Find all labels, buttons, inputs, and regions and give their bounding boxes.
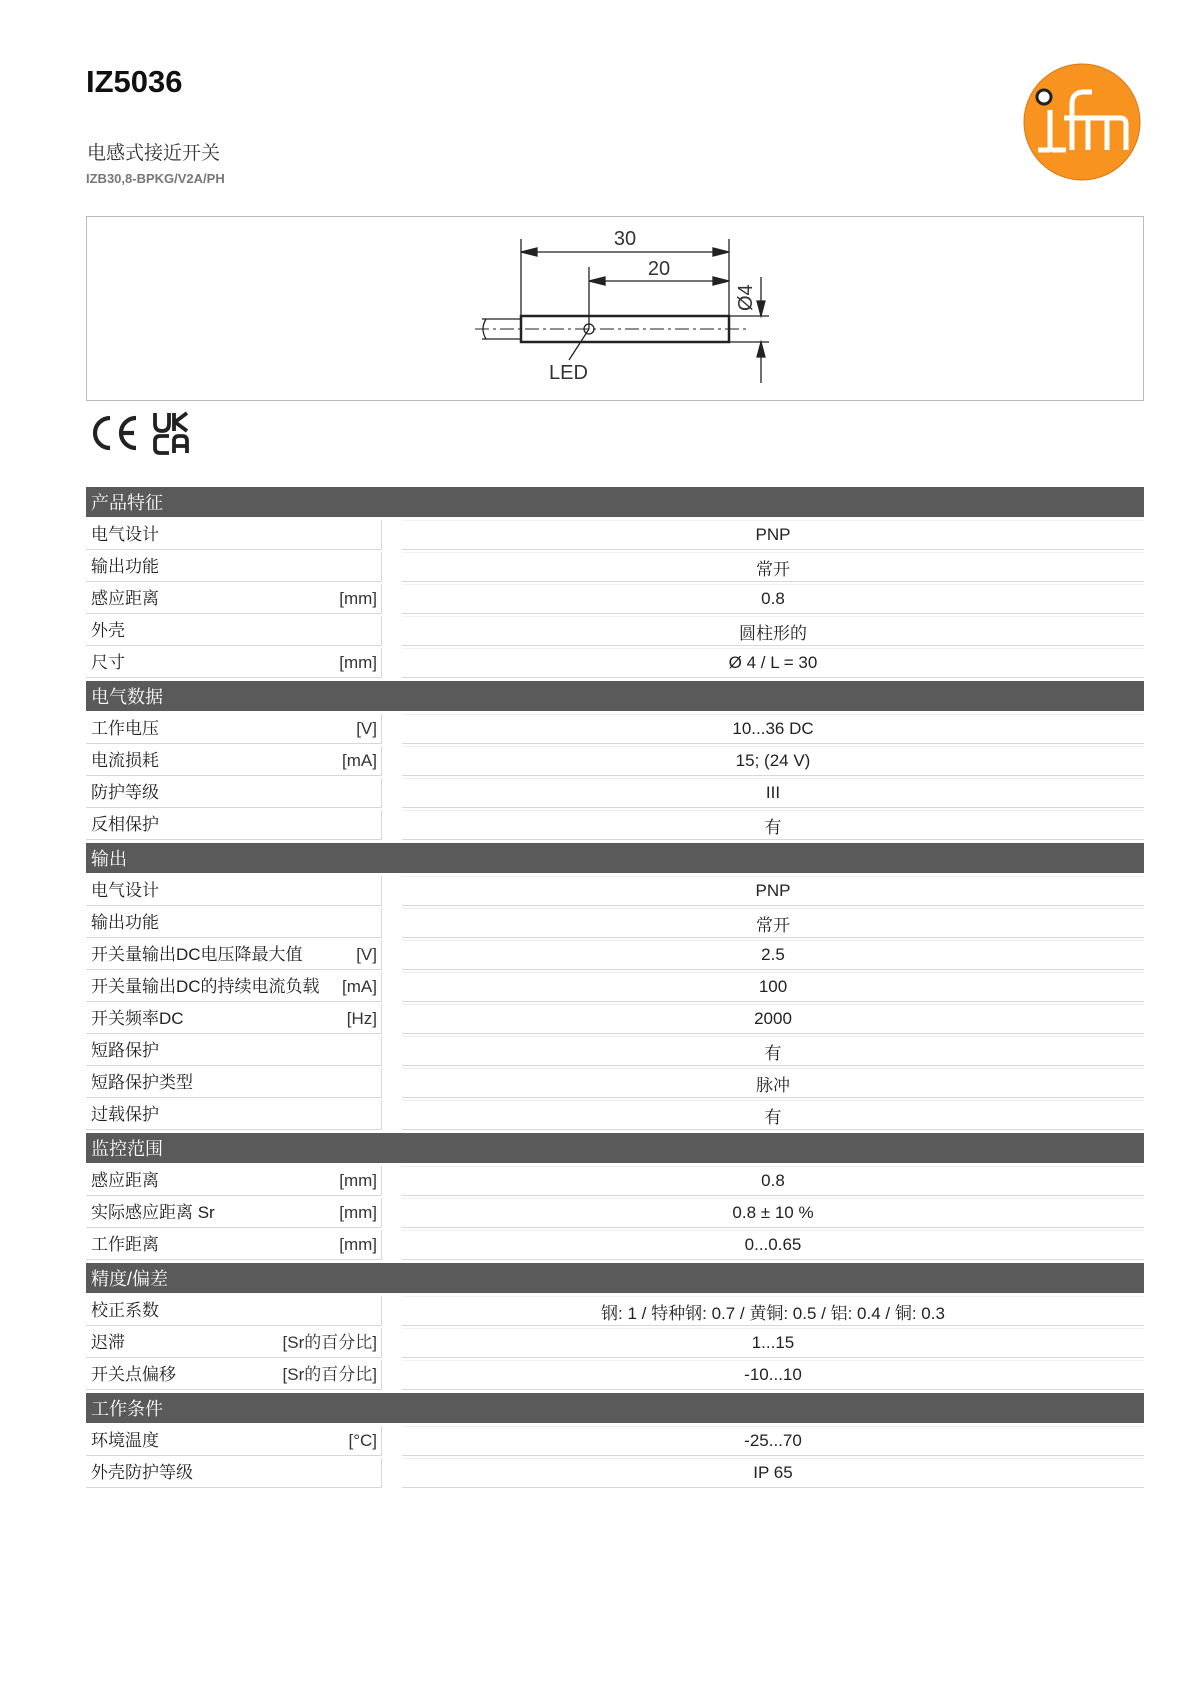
spec-label: 电流损耗 [91, 751, 159, 770]
spec-unit: [mm] [339, 589, 377, 608]
spec-unit: [V] [356, 945, 377, 964]
spec-value: -10...10 [402, 1360, 1144, 1390]
spec-value: 钢: 1 / 特种钢: 0.7 / 黄铜: 0.5 / 铝: 0.4 / 铜: 0.3 [402, 1296, 1144, 1326]
spec-value: 2.5 [402, 940, 1144, 970]
spec-value: 脉冲 [402, 1068, 1144, 1098]
spec-row [86, 616, 1144, 646]
dim-diameter-label: Ø4 [735, 284, 757, 311]
cell-spacer [382, 1328, 402, 1358]
spec-label-cell [86, 1100, 382, 1130]
ifm-logo [1022, 62, 1142, 182]
spec-value: 有 [402, 810, 1144, 840]
spec-label-cell [86, 1166, 382, 1196]
spec-unit: [V] [356, 719, 377, 738]
spec-label-cell [86, 520, 382, 550]
page-title: IZ5036 [86, 64, 183, 99]
spec-label: 外壳 [91, 621, 125, 640]
spec-value: 常开 [402, 552, 1144, 582]
spec-table [86, 487, 1144, 1490]
spec-value: 常开 [402, 908, 1144, 938]
spec-label: 电气设计 [91, 525, 159, 544]
spec-label: 开关量输出DC电压降最大值 [91, 945, 303, 964]
spec-row [86, 520, 1144, 550]
certification-marks [92, 410, 202, 456]
cell-spacer [382, 1458, 402, 1488]
spec-label-cell [86, 1426, 382, 1456]
section-header: 输出 [86, 843, 1144, 873]
led-label: LED [549, 362, 588, 384]
ukca-mark [155, 413, 187, 453]
spec-value: 10...36 DC [402, 714, 1144, 744]
cell-spacer [382, 1198, 402, 1228]
spec-label: 过载保护 [91, 1105, 159, 1124]
spec-value: 有 [402, 1100, 1144, 1130]
spec-unit: [mm] [339, 1203, 377, 1222]
cell-spacer [382, 1230, 402, 1260]
spec-label: 环境温度 [91, 1431, 159, 1450]
spec-row [86, 746, 1144, 776]
cell-spacer [382, 1100, 402, 1130]
cell-spacer [382, 648, 402, 678]
spec-value: 0...0.65 [402, 1230, 1144, 1260]
spec-row [86, 714, 1144, 744]
spec-label: 短路保护类型 [91, 1073, 193, 1092]
spec-row [86, 648, 1144, 678]
spec-label-cell [86, 876, 382, 906]
spec-label-cell [86, 1198, 382, 1228]
spec-row [86, 810, 1144, 840]
spec-label-cell [86, 1036, 382, 1066]
section-header: 电气数据 [86, 681, 1144, 711]
spec-unit: [mm] [339, 1235, 377, 1254]
spec-row [86, 940, 1144, 970]
spec-label: 校正系数 [91, 1301, 159, 1320]
spec-label: 迟滞 [91, 1333, 125, 1352]
spec-label: 开关频率DC [91, 1009, 184, 1028]
spec-row [86, 1198, 1144, 1228]
section-header: 工作条件 [86, 1393, 1144, 1423]
cell-spacer [382, 1068, 402, 1098]
cell-spacer [382, 1296, 402, 1326]
spec-row [86, 908, 1144, 938]
cell-spacer [382, 908, 402, 938]
spec-label: 感应距离 [91, 1171, 159, 1190]
spec-value: -25...70 [402, 1426, 1144, 1456]
spec-row [86, 1004, 1144, 1034]
cell-spacer [382, 810, 402, 840]
spec-label: 外壳防护等级 [91, 1463, 193, 1482]
dim-length-label: 30 [613, 228, 637, 250]
spec-unit: [mm] [339, 1171, 377, 1190]
cell-spacer [382, 778, 402, 808]
spec-value: IP 65 [402, 1458, 1144, 1488]
cell-spacer [382, 1360, 402, 1390]
dimension-drawing [86, 216, 1144, 401]
spec-label: 工作距离 [91, 1235, 159, 1254]
spec-unit: [Sr的百分比] [282, 1365, 377, 1384]
spec-label: 实际感应距离 Sr [91, 1203, 215, 1222]
spec-label-cell [86, 552, 382, 582]
spec-label: 短路保护 [91, 1041, 159, 1060]
spec-unit: [mA] [342, 977, 377, 996]
article-code: IZB30,8-BPKG/V2A/PH [86, 171, 225, 186]
section-header: 产品特征 [86, 487, 1144, 517]
spec-label-cell [86, 616, 382, 646]
spec-row [86, 972, 1144, 1002]
spec-row [86, 1426, 1144, 1456]
spec-label: 电气设计 [91, 881, 159, 900]
spec-row [86, 778, 1144, 808]
spec-value: 0.8 ± 10 % [402, 1198, 1144, 1228]
cell-spacer [382, 714, 402, 744]
spec-row [86, 1166, 1144, 1196]
cell-spacer [382, 584, 402, 614]
cell-spacer [382, 746, 402, 776]
spec-row [86, 1458, 1144, 1488]
spec-row [86, 584, 1144, 614]
spec-row [86, 1068, 1144, 1098]
spec-value: III [402, 778, 1144, 808]
cell-spacer [382, 972, 402, 1002]
spec-label-cell [86, 1458, 382, 1488]
spec-label-cell [86, 940, 382, 970]
spec-label-cell [86, 1230, 382, 1260]
spec-unit: [Sr的百分比] [282, 1333, 377, 1352]
spec-label: 输出功能 [91, 557, 159, 576]
cell-spacer [382, 940, 402, 970]
spec-value: 圆柱形的 [402, 616, 1144, 646]
spec-label-cell [86, 972, 382, 1002]
spec-label-cell [86, 648, 382, 678]
cell-spacer [382, 1166, 402, 1196]
spec-label-cell [86, 1004, 382, 1034]
spec-value: 2000 [402, 1004, 1144, 1034]
product-subtitle: 电感式接近开关 [87, 143, 221, 164]
spec-unit: [mA] [342, 751, 377, 770]
spec-label-cell [86, 810, 382, 840]
spec-unit: [mm] [339, 653, 377, 672]
spec-row [86, 1100, 1144, 1130]
spec-label-cell [86, 746, 382, 776]
cell-spacer [382, 1036, 402, 1066]
cell-spacer [382, 876, 402, 906]
spec-label-cell [86, 1328, 382, 1358]
spec-value: 有 [402, 1036, 1144, 1066]
spec-label: 开关点偏移 [91, 1365, 176, 1384]
spec-label-cell [86, 778, 382, 808]
spec-label-cell [86, 714, 382, 744]
spec-value: Ø 4 / L = 30 [402, 648, 1144, 678]
spec-unit: [°C] [348, 1431, 377, 1450]
spec-value: 0.8 [402, 1166, 1144, 1196]
spec-value: PNP [402, 876, 1144, 906]
spec-label: 输出功能 [91, 913, 159, 932]
spec-label-cell [86, 584, 382, 614]
spec-row [86, 1296, 1144, 1326]
spec-row [86, 1328, 1144, 1358]
spec-value: 100 [402, 972, 1144, 1002]
spec-value: PNP [402, 520, 1144, 550]
spec-label: 感应距离 [91, 589, 159, 608]
spec-label: 反相保护 [91, 815, 159, 834]
spec-value: 15; (24 V) [402, 746, 1144, 776]
spec-label: 防护等级 [91, 783, 159, 802]
cell-spacer [382, 552, 402, 582]
section-header: 精度/偏差 [86, 1263, 1144, 1293]
spec-label-cell [86, 908, 382, 938]
cell-spacer [382, 616, 402, 646]
dim-sensing-label: 20 [647, 258, 671, 280]
spec-value: 1...15 [402, 1328, 1144, 1358]
spec-label: 尺寸 [91, 653, 125, 672]
spec-label-cell [86, 1296, 382, 1326]
cell-spacer [382, 1004, 402, 1034]
spec-row [86, 552, 1144, 582]
spec-unit: [Hz] [346, 1009, 377, 1028]
spec-label: 工作电压 [91, 719, 159, 738]
spec-row [86, 1036, 1144, 1066]
spec-row [86, 876, 1144, 906]
spec-label: 开关量输出DC的持续电流负载 [91, 977, 320, 996]
spec-label-cell [86, 1068, 382, 1098]
spec-value: 0.8 [402, 584, 1144, 614]
spec-label-cell [86, 1360, 382, 1390]
spec-row [86, 1230, 1144, 1260]
section-header: 监控范围 [86, 1133, 1144, 1163]
cell-spacer [382, 1426, 402, 1456]
spec-row [86, 1360, 1144, 1390]
cell-spacer [382, 520, 402, 550]
